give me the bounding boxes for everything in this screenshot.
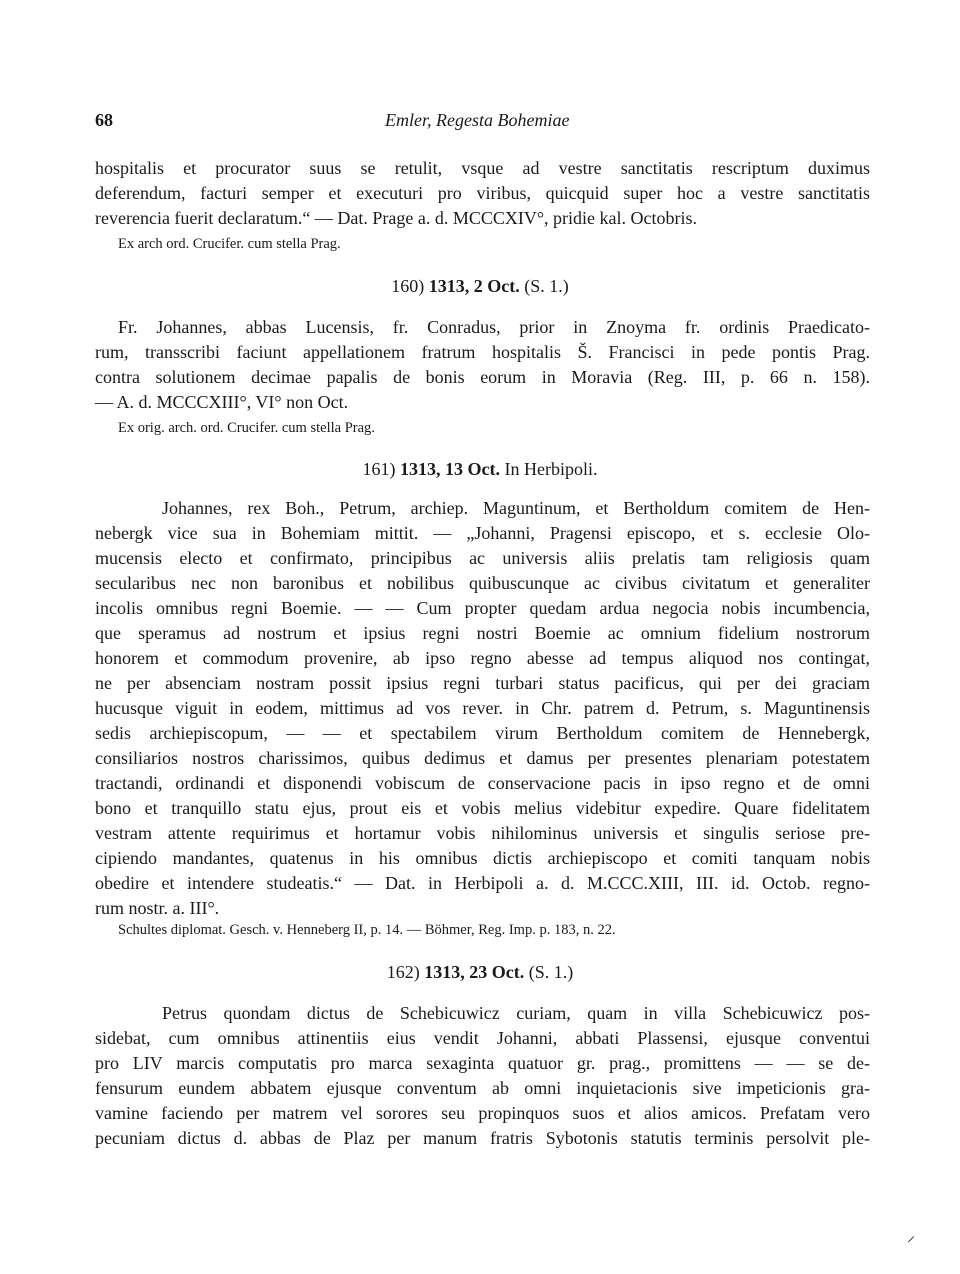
entry-note: (S. 1.) (528, 962, 574, 982)
entry-number: 162) (386, 962, 420, 982)
text-line: hucusque viguit in eodem, mittimus ad vos rever. in Chr. patrem d. Petrum, s. Maguntinensis (95, 698, 870, 718)
text-line: Petrus quondam dictus de Schebicuwicz curiam, quam in villa Schebicuwicz pos- (162, 1003, 870, 1023)
text-line: secularibus nec non baronibus et nobilibus quibuscunque ac civibus civitatum et generaliter (95, 573, 870, 593)
text-line: rum, transscribi faciunt appellationem fratrum hospitalis Š. Francisci in pede pontis Prag. (95, 342, 870, 362)
text-line: bono et tranquillo statu ejus, prout eis et vobis melius videbitur expedire. Quare fidelitatem (95, 798, 870, 818)
entry-heading-160 (0, 276, 960, 297)
text-line: cipiendo mandantes, quatenus in his omnibus dictis archiepiscopo et comiti tanquam nobis (95, 848, 870, 868)
source-note: Ex arch ord. Crucifer. cum stella Prag. (118, 236, 341, 252)
text-line: nebergk vice sua in Bohemiam mittit. — „Johanni, Pragensi episcopo, et s. ecclesie Olo- (95, 523, 870, 543)
text-line: consiliarios nostros charissimos, quibus dedimus et damus per presentes plenariam potestatem (95, 748, 870, 768)
text-line: fensurum eundem abbatem ejusque conventum ab omni inquietacionis sive impeticionis gra- (95, 1078, 870, 1098)
text-line: obedire et intendere studeatis.“ — Dat. in Herbipoli a. d. M.CCC.XIII, III. id. Octob. regno- (95, 873, 870, 893)
scan-mark: ⸝ (907, 1228, 916, 1245)
source-note: Schultes diplomat. Gesch. v. Henneberg II, p. 14. — Böhmer, Reg. Imp. p. 183, n. 22. (118, 922, 616, 938)
text-line: contra solutionem decimae papalis de bonis eorum in Moravia (Reg. III, p. 66 n. 158). (95, 367, 870, 387)
text-line: Johannes, rex Boh., Petrum, archiep. Maguntinum, et Bertholdum comitem de Hen- (162, 498, 870, 518)
text-line: sidebat, cum omnibus attinentiis eius vendit Johanni, abbati Plassensi, ejusque conventui (95, 1028, 870, 1048)
entry-heading-161 (0, 459, 960, 480)
entry-note: (S. 1.) (524, 276, 569, 296)
text-line: vamine faciendo per matrem vel sorores seu propinquos suos et alios amicos. Prefatam vero (95, 1103, 870, 1123)
text-line: sedis archiepiscopum, — — et spectabilem virum Bertholdum comitem de Hennebergk, (95, 723, 870, 743)
entry-heading-162 (0, 962, 960, 983)
text-line: vestram attente requirimus et hortamur vobis nihilominus universis et singulis seriose pre- (95, 823, 870, 843)
entry-date: 1313, 2 Oct. (428, 276, 520, 296)
text-line: deferendum, facturi semper et executuri pro viribus, quicquid super hoc a vestre sanctitatis (95, 183, 870, 203)
text-line: que speramus ad nostrum et ipsius regni nostri Boemie ac omnium fidelium nostrorum (95, 623, 870, 643)
text-line: — A. d. MCCCXIII°, VI° non Oct. (95, 392, 349, 412)
text-line: ne per absenciam nostram possit ipsius regni turbari status pacificus, qui per dei graciam (95, 673, 870, 693)
text-line: pro LIV marcis computatis pro marca sexaginta quatuor gr. prag., promittens — — se de- (95, 1053, 870, 1073)
entry-date: 1313, 13 Oct. (400, 459, 500, 479)
text-line: incolis omnibus regni Boemie. — — Cum propter quedam ardua negocia nobis incumbencia, (95, 598, 870, 618)
text-line: Fr. Johannes, abbas Lucensis, fr. Conradus, prior in Znoyma fr. ordinis Praedicato- (118, 317, 870, 337)
text-line: tractandi, ordinandi et disponendi vobiscum de conservacione pacis in ipso regno et de omni (95, 773, 870, 793)
running-title: Emler, Regesta Bohemiae (385, 110, 570, 130)
entry-place: In Herbipoli. (504, 459, 598, 479)
text-line: rum nostr. a. III°. (95, 898, 220, 918)
text-line: honorem et commodum provenire, ab ipso regno abesse ad tempus aliquod nos contingat, (95, 648, 870, 668)
entry-number: 161) (362, 459, 396, 479)
text-line: hospitalis et procurator suus se retulit, vsque ad vestre sanctitatis rescriptum duximus (95, 158, 870, 178)
text-line: pecuniam dictus d. abbas de Plaz per manum fratris Sybotonis statutis terminis persolvit ple- (95, 1128, 870, 1148)
entry-date: 1313, 23 Oct. (424, 962, 525, 982)
text-line: reverencia fuerit declaratum.“ — Dat. Prage a. d. MCCCXIV°, pridie kal. Octobris. (95, 208, 697, 228)
text-line: mucensis electo et confirmato, principibus ac universis aliis prelatis tam religiosis quam (95, 548, 870, 568)
entry-number: 160) (391, 276, 425, 296)
source-note: Ex orig. arch. ord. Crucifer. cum stella Prag. (118, 420, 375, 436)
page-number: 68 (95, 110, 113, 130)
